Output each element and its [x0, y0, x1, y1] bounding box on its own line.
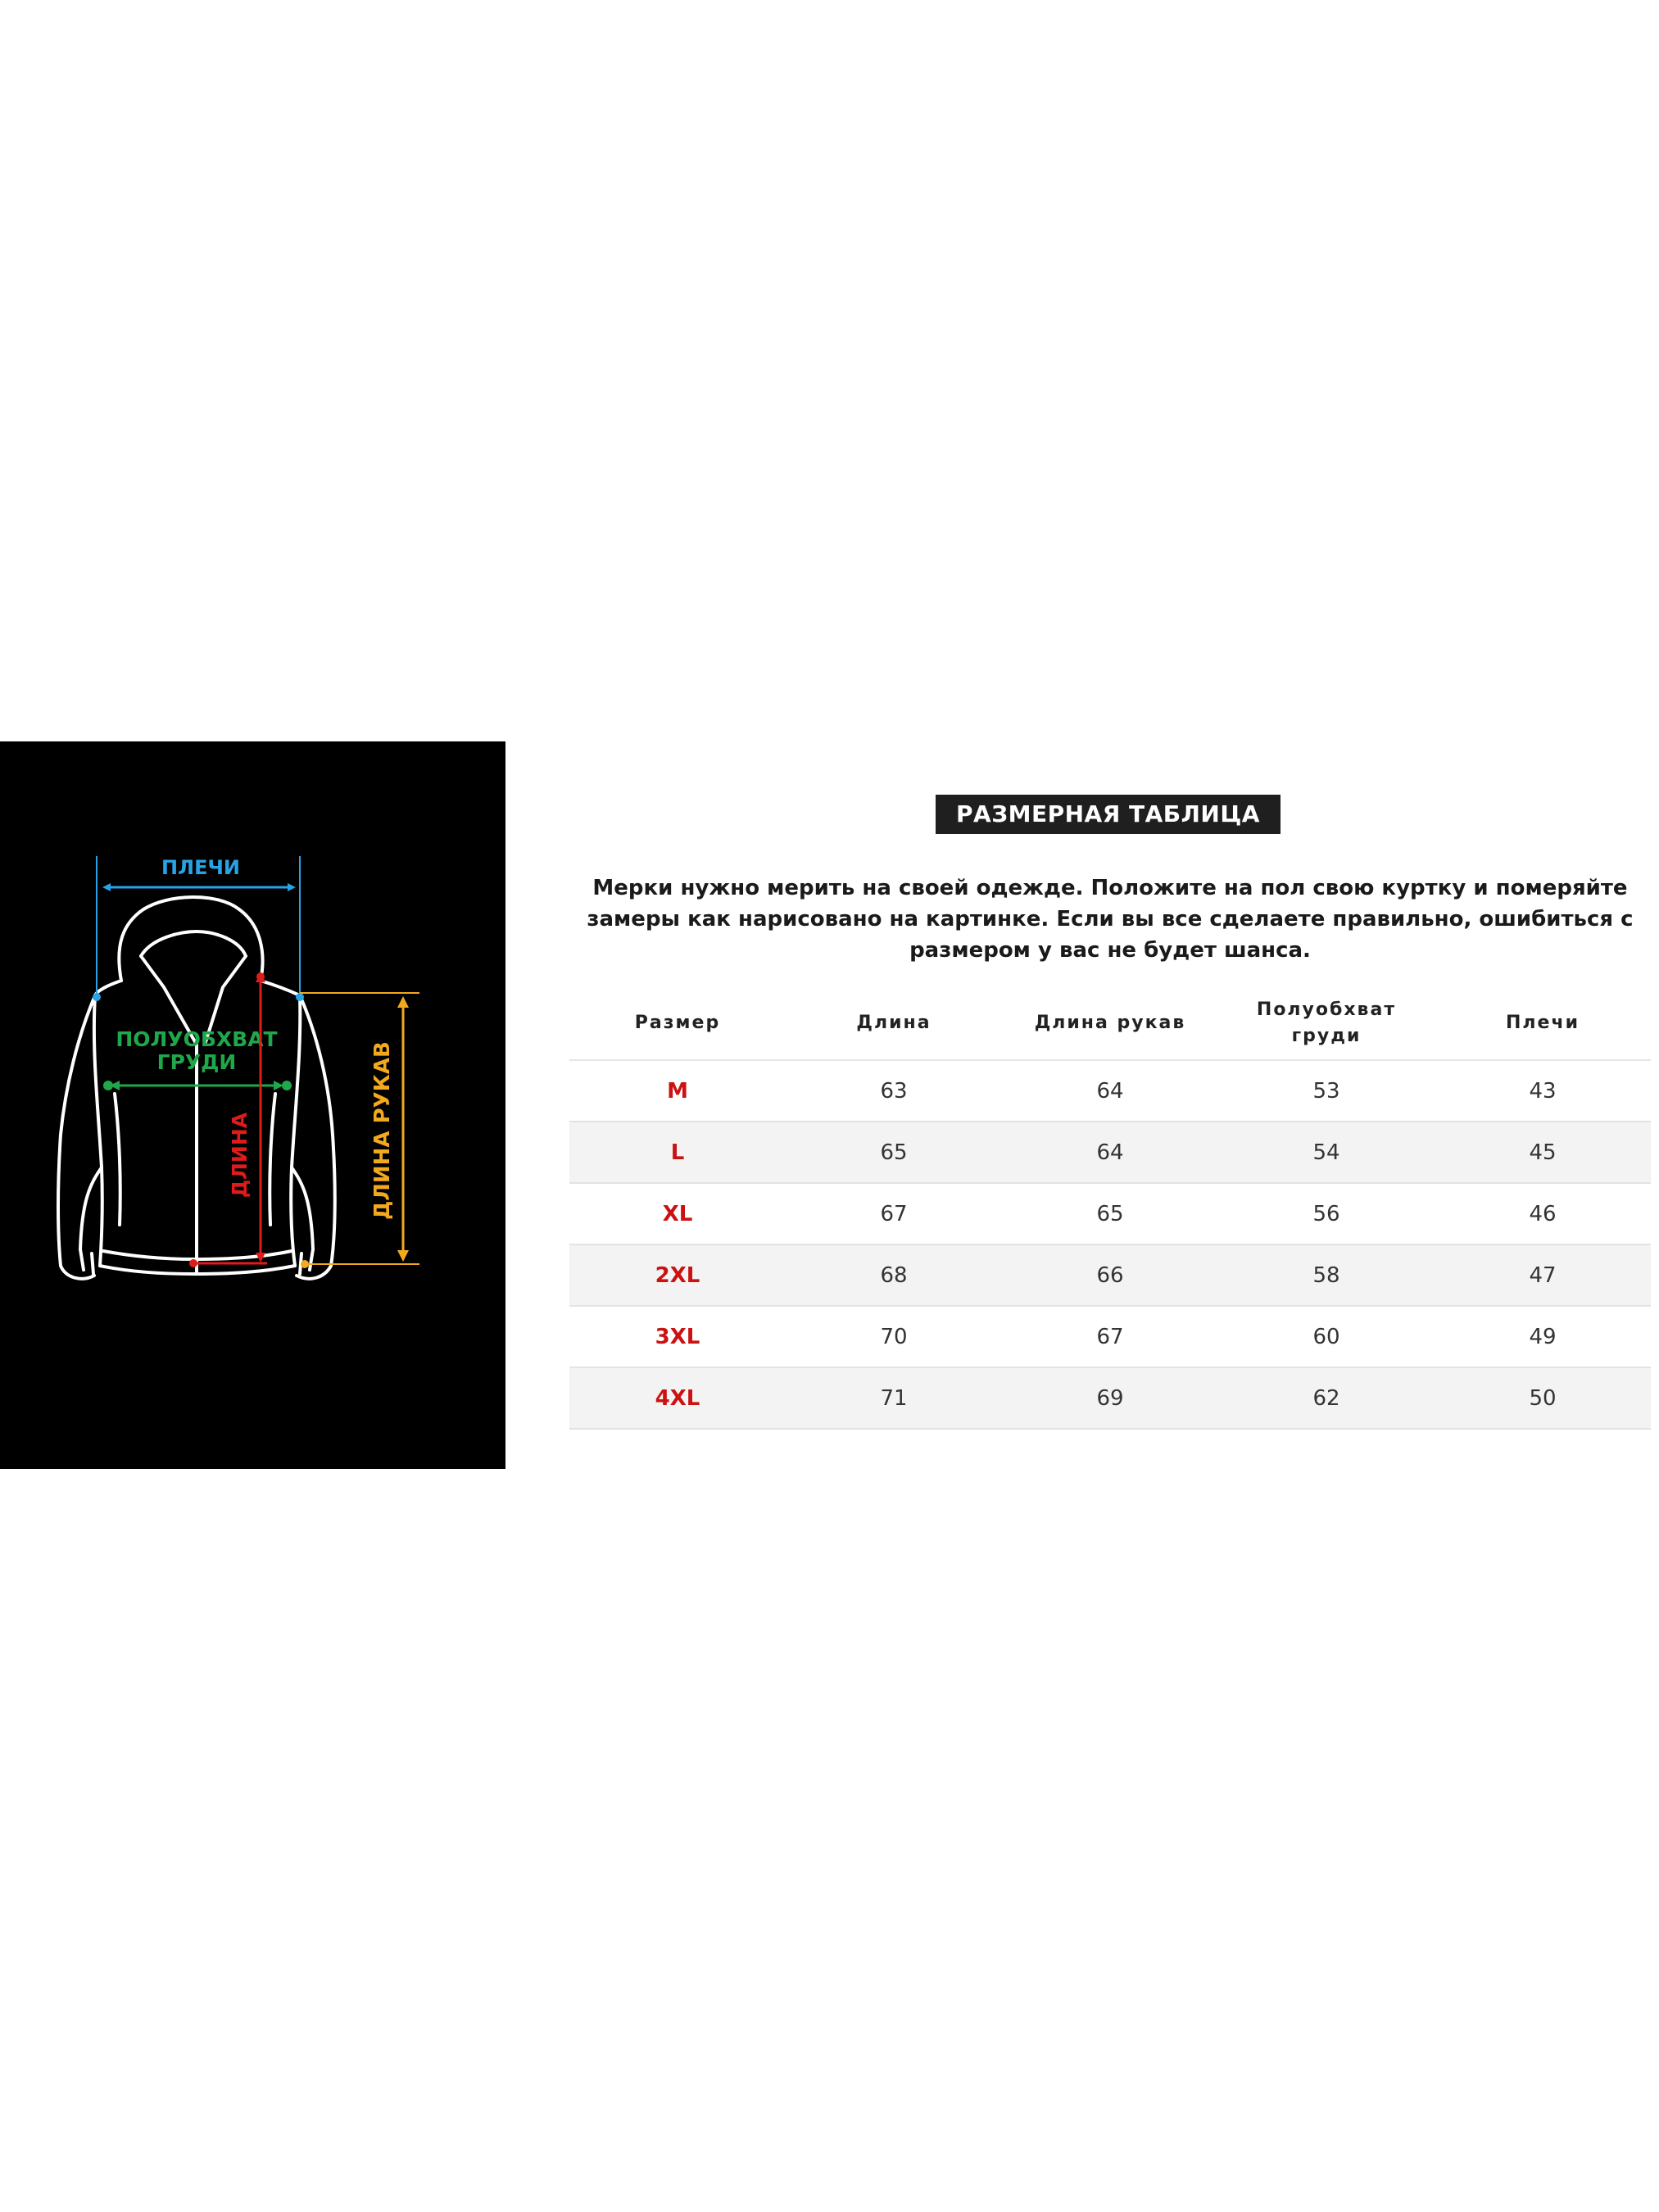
shoulders-cell: 46 — [1435, 1183, 1651, 1244]
header-chest — [1218, 987, 1435, 1060]
sleeve-cell: 65 — [1002, 1183, 1218, 1244]
length-cell: 65 — [786, 1122, 1002, 1183]
instructions-text — [582, 873, 1639, 966]
sleeve-cell: 67 — [1002, 1306, 1218, 1367]
shoulders-cell: 49 — [1435, 1306, 1651, 1367]
length-cell: 70 — [786, 1306, 1002, 1367]
instructions-line-1: Мерки нужно мерить на своей одежде. Положите на пол свою куртку и померяйте — [592, 876, 1628, 900]
chest-cell: 56 — [1218, 1183, 1435, 1244]
header-chest-line2: груди — [1291, 1026, 1362, 1046]
size-cell: 3XL — [569, 1306, 786, 1367]
header-length: Длина — [786, 987, 1002, 1060]
measurement-diagram — [0, 741, 505, 1469]
size-cell: XL — [569, 1183, 786, 1244]
chest-cell: 58 — [1218, 1244, 1435, 1306]
sleeve-cell: 64 — [1002, 1122, 1218, 1183]
length-cell: 63 — [786, 1060, 1002, 1122]
jacket-outline — [58, 897, 335, 1279]
length-measure — [189, 972, 267, 1267]
sleeve-measure — [300, 993, 419, 1268]
length-cell: 68 — [786, 1244, 1002, 1306]
size-cell: L — [569, 1122, 786, 1183]
size-table-header — [569, 987, 1651, 1060]
chest-label-line2: ГРУДИ — [156, 1050, 237, 1074]
shoulders-cell: 50 — [1435, 1367, 1651, 1429]
sleeve-cell: 69 — [1002, 1367, 1218, 1429]
table-row — [569, 1306, 1651, 1367]
chest-cell: 53 — [1218, 1060, 1435, 1122]
shoulders-cell: 43 — [1435, 1060, 1651, 1122]
header-shoulders: Плечи — [1435, 987, 1651, 1060]
jacket-diagram-svg — [0, 741, 505, 1469]
length-cell: 71 — [786, 1367, 1002, 1429]
table-row — [569, 1122, 1651, 1183]
chest-cell: 60 — [1218, 1306, 1435, 1367]
chest-cell: 54 — [1218, 1122, 1435, 1183]
sleeve-cell: 64 — [1002, 1060, 1218, 1122]
page-title: РАЗМЕРНАЯ ТАБЛИЦА — [936, 795, 1281, 834]
size-cell: M — [569, 1060, 786, 1122]
sleeve-cell: 66 — [1002, 1244, 1218, 1306]
header-size: Размер — [569, 987, 786, 1060]
length-cell: 67 — [786, 1183, 1002, 1244]
shoulders-label: ПЛЕЧИ — [161, 856, 240, 879]
header-sleeve: Длина рукав — [1002, 987, 1218, 1060]
header-chest-line1: Полуобхват — [1256, 999, 1397, 1020]
sleeve-label: ДЛИНА РУКАВ — [370, 1041, 395, 1220]
shoulders-cell: 45 — [1435, 1122, 1651, 1183]
size-table — [569, 987, 1651, 1430]
table-row — [569, 1060, 1651, 1122]
chest-cell: 62 — [1218, 1367, 1435, 1429]
instructions-line-3: размером у вас не будет шанса. — [909, 938, 1311, 963]
table-row — [569, 1183, 1651, 1244]
instructions-line-2: замеры как нарисовано на картинке. Если вы все сделаете правильно, ошибиться с — [587, 907, 1634, 931]
length-label: ДЛИНА — [228, 1112, 252, 1199]
chest-label-line1: ПОЛУОБХВАТ — [116, 1027, 278, 1051]
table-row — [569, 1244, 1651, 1306]
table-row — [569, 1367, 1651, 1429]
size-cell: 2XL — [569, 1244, 786, 1306]
size-cell: 4XL — [569, 1367, 786, 1429]
shoulders-cell: 47 — [1435, 1244, 1651, 1306]
